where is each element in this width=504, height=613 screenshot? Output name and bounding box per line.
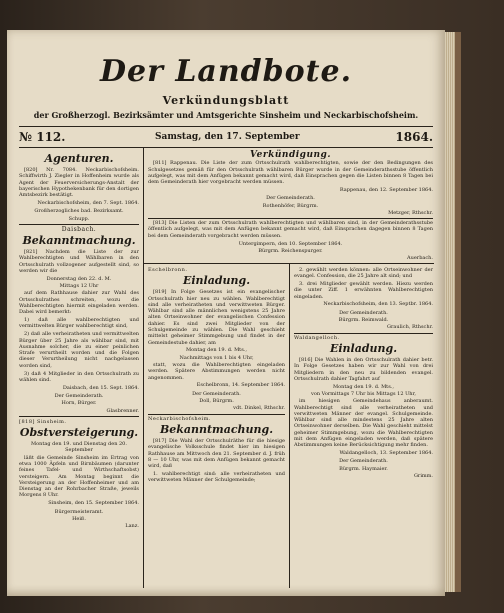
notice-818-signer-2: Lanz. (125, 523, 139, 530)
column-2 (148, 267, 285, 485)
notice-818-text: läßt die Gemeinde Sinsheim im Ertrag von etwa 1000 Äpfeln und Birnbäumen (darunter feines Tafel- und Wirthschaftsobst) versteigern. Am Montag beginnt die Versteigerung an der Hoffenheimer und am Dienstag an der Rohrbacher Straße, jeweils Morgens 8 Uhr. (19, 454, 139, 499)
masthead-subtitle: Verkündungsblatt (162, 94, 290, 107)
notice-817-place-date: Neckarbischofsheim, den 13. Septbr. 1864. (323, 301, 433, 308)
notice-817-office: Der Gemeinderath. (339, 309, 388, 316)
notice-816-heading: Einladung. (329, 341, 398, 355)
notice-820-place: Neckarbischofsheim, den 7. Sept. 1864. (37, 199, 139, 206)
notice-821-office: Der Gemeinderath. (54, 392, 104, 399)
notice-821-text: [821] Nachdem die Liste der zur Wahlberechtigten und Wählbaren in den Ortsschulrath vollzogener aufgestellt sind, so werden wir die (19, 249, 139, 275)
notice-817-signer: Bürgrm. Reimwald. (338, 317, 389, 324)
notice-821-text-2: auf dem Rathhause dahier zur Wahl des Ortsschulrathes schreiten, wozu die Wahlberechtigten hiermit eingeladen werden. Dabei wird bemerkt: (19, 290, 139, 316)
notice-817-item-2: 2. gewählt werden können: alle Ortseinwohner der evangel. Confession, die 25 Jahre alt sind; und (294, 267, 433, 280)
masthead-title: Der Landbote. (99, 54, 353, 89)
section-heading-agenturen: Agenturen. (44, 152, 114, 165)
page-stack-edge (445, 32, 455, 592)
issue-year: 1864. (395, 130, 433, 144)
column-1 (19, 151, 139, 531)
notice-817-text: [817] Die Wahl der Ortsschulräthe für die hiesige evangelische Volksschule findet hier im hiesigen Rathhause am Mittwoch den 21. September d. J. früh 8 — 10 Uhr, was mit dem Anfügen bekannt gemacht wird, daß (148, 437, 285, 470)
notice-811-signer-2: Metzger, Rthschr. (388, 209, 433, 216)
notice-818-date: Montag den 19. und Dienstag den 20. September (31, 441, 127, 454)
divider (19, 416, 139, 417)
notice-816-date: Montag den 19. d. Mts., (333, 383, 394, 390)
notice-821-time: Mittags 12 Uhr (59, 283, 99, 290)
notice-817-heading: Bekanntmachung. (159, 422, 274, 436)
book-cover-edge (455, 32, 461, 592)
notice-821-item-1: 1) daß alle wahlberechtigten und vermittwelten Bürger wahlberechtigt sind, (19, 317, 139, 330)
header-rule-bottom (19, 147, 433, 148)
issue-date: Samstag, den 17. September (155, 132, 300, 142)
notice-817-place: Neckarbischofsheim. (148, 415, 211, 422)
notice-821-item-2: 2) daß alle verheiratheten und vermittwelten Bürger über 25 Jahre als wählbar sind, mit Ausnahme solcher, die zu einer peinlichen Strafe verurtheilt worden und die Folgen dieser Verurtheilung nicht nachgelassen worden sind, (19, 331, 139, 369)
notice-820-signer: Schupp. (68, 215, 90, 222)
notice-821-signer: Horn, Bürger. (61, 400, 97, 407)
notice-820-text: [820] Nr. 7084. Neckarbischofsheim. Schiffwirth J. Ziegler in Hoffenheim wurde als Agent der Feuerversicherungs-Anstalt der bayerischen Hypothekenbank für den dortigen Amtsbezirk bestätigt. (19, 167, 139, 199)
notice-821-item-3: 3) daß 4 Mitglieder in den Ortsschulrath zu wählen sind. (19, 370, 139, 383)
notice-819-signer: Doll, Bürgrm. (199, 398, 234, 405)
notice-819-office: Der Gemeinderath. (192, 390, 241, 397)
wide-notices-divider (144, 263, 434, 264)
masthead-subline: der Großherzogl. Bezirksämter und Amtsgerichte Sinsheim und Neckarbischofsheim. (33, 110, 419, 120)
header-rule-top (19, 126, 433, 127)
newspaper-page (7, 30, 445, 596)
notice-816-place: Waldangelloch. (294, 334, 340, 341)
wide-notices (148, 151, 433, 263)
notice-816-office: Der Gemeinderath. (339, 458, 388, 465)
notice-816-signer-2: Grimm. (413, 473, 433, 480)
notice-811-signer: Rothenhöfer, Bürgrm. (262, 202, 319, 209)
notice-813-signer: Bürgrm. Reichenspurger. (258, 247, 323, 254)
notice-820-office: Großherzogliches bad. Bezirksamt. (34, 208, 124, 215)
issue-number: № 112. (19, 130, 66, 144)
notice-818-signer: Heiß. (72, 515, 86, 522)
notice-821-place: Daisbach. (61, 225, 97, 233)
divider (294, 333, 433, 334)
notice-819-signer-2: vdt. Dinkel, Rthschr. (233, 405, 285, 412)
notice-818-office: Bürgermeisteramt. (54, 508, 104, 515)
notice-816-signer: Bürgrm. Haymaier. (339, 465, 388, 472)
notice-817-signer-2: Graulich, Rthschr. (387, 324, 433, 331)
notice-818-heading: Obstversteigerung. (19, 426, 139, 440)
notice-811-place: Rappenau, den 12. September 1864. (339, 186, 433, 193)
notice-819-place-date: Eschelbronn, 14. September 1864. (196, 382, 285, 389)
notice-819-date: Montag den 19. d. Mts., (186, 347, 247, 354)
notice-818-place: [818] Sinsheim. (19, 418, 67, 425)
notice-813-signer-2: Auerbach. (407, 255, 433, 262)
notice-813-text: [813] Die Listen der zum Ortsschulrath wahlberechtigten und wählbaren sind, in der Gemeinderathsstube öffentlich aufgelegt, was mit dem Anfügen bekannt gemacht wird, daß Einsprachen dagegen binnen 8 Tagen bei dem Gemeinderath vorgebracht werden müssen. (148, 220, 433, 239)
column-3 (294, 267, 433, 481)
notice-819-heading: Einladung. (182, 274, 251, 288)
notice-811-text: [811] Rappenau. Die Liste der zum Ortsschulrath wahlberechtigten, sowie der den Bedingungen des Schulgesetzes gemäß für den Ortsschulrath wählbaren Bürger wurde in der Gemeinderathsstube öffentlich aufgelegt, was mit dem Anfügen bekannt gemacht wird, daß Einsprachen gegen die Listen binnen 8 Tagen bei dem Gemeinderath hier vorgebracht werden müssen. (148, 160, 433, 186)
column-divider-1 (143, 148, 144, 588)
notice-817-item-3: 3. drei Mitglieder gewählt werden. Hiezu werden die unter Ziff. 1 erwähnten Wahlberechtigten eingeladen. (294, 281, 433, 300)
notice-813-place: Untergimpern, den 10. September 1864. (238, 240, 343, 247)
divider (148, 218, 433, 219)
notice-816-time: von Vormittags 7 Uhr bis Mittags 12 Uhr, (311, 390, 416, 397)
notice-819-time: Nachmittags von 1 bis 4 Uhr, (179, 354, 254, 361)
notice-811-office: Der Gemeinderath. (266, 195, 315, 202)
notice-816-place-date: Waldangelloch, 13. September 1864. (339, 450, 433, 457)
notice-811-heading: Verkündigung. (250, 150, 331, 160)
notice-821-place-date: Daisbach, den 15. Sept. 1864. (62, 384, 139, 391)
notice-821-heading: Bekanntmachung. (22, 234, 136, 248)
divider (148, 414, 285, 415)
column-divider-2 (289, 264, 290, 588)
notice-816-text-2: im hiesigen Gemeindehaus anberaumt. Wahlberechtigt sind alle verheiratheten und verwittweten Männer der evangel. Schulgemeinde. Wählbar sind alle mindestens 25 Jahre alten Ortseinwohner derselben. Die Wahl geschieht mittelst geheimer Stimmgebung, wozu die Wahlberechtigten mit dem Anfügen eingeladen werden, daß spätere Abstimmungen keine Berücksichtigung mehr finden. (294, 398, 433, 449)
notice-819-text: [819] In Folge Gesetzes ist ein evangelischer Ortsschulrath hier neu zu wählen. Wahlberechtigt sind alle verheiratheten und verwittweten Bürger. Wählbar sind alle männlichen wenigstens 25 Jahre alten Ortseinwohner der evangelischen Confession dahier. Es sind zwei Mitglieder von der Schulgemeinde zu wählen. Die Wahl geschieht mittelst geheimer Stimmgebung und findet in der Gemeindestube dahier, am (148, 289, 285, 346)
issue-dateline (19, 130, 433, 146)
notice-821-date: Donnerstag den 22. d. M. (46, 275, 112, 282)
notice-821-signer-2: Glasbrenner. (106, 407, 139, 414)
divider (19, 224, 139, 225)
notice-819-place: Eschelbronn. (148, 267, 188, 273)
notice-818-place-date: Sinsheim, den 15. September 1864. (48, 500, 139, 507)
notice-816-text: [816] Die Wahlen in den Ortsschulrath dahier betr. In Folge Gesetzes haben wir zur Wahl von drei Mitgliedern in den neu zu bildenden evangel. Ortsschulrath dahier Tagfahrt auf (294, 356, 433, 382)
notice-817-item-1: 1. wahlberechtigt sind: alle verheiratheten und verwittweten Männer der Schulgemeinde; (148, 470, 285, 484)
notice-819-text-2: statt, wozu die Wahlberechtigten eingeladen werden. Spätere Abstimmungen werden nicht angenommen. (148, 362, 285, 381)
